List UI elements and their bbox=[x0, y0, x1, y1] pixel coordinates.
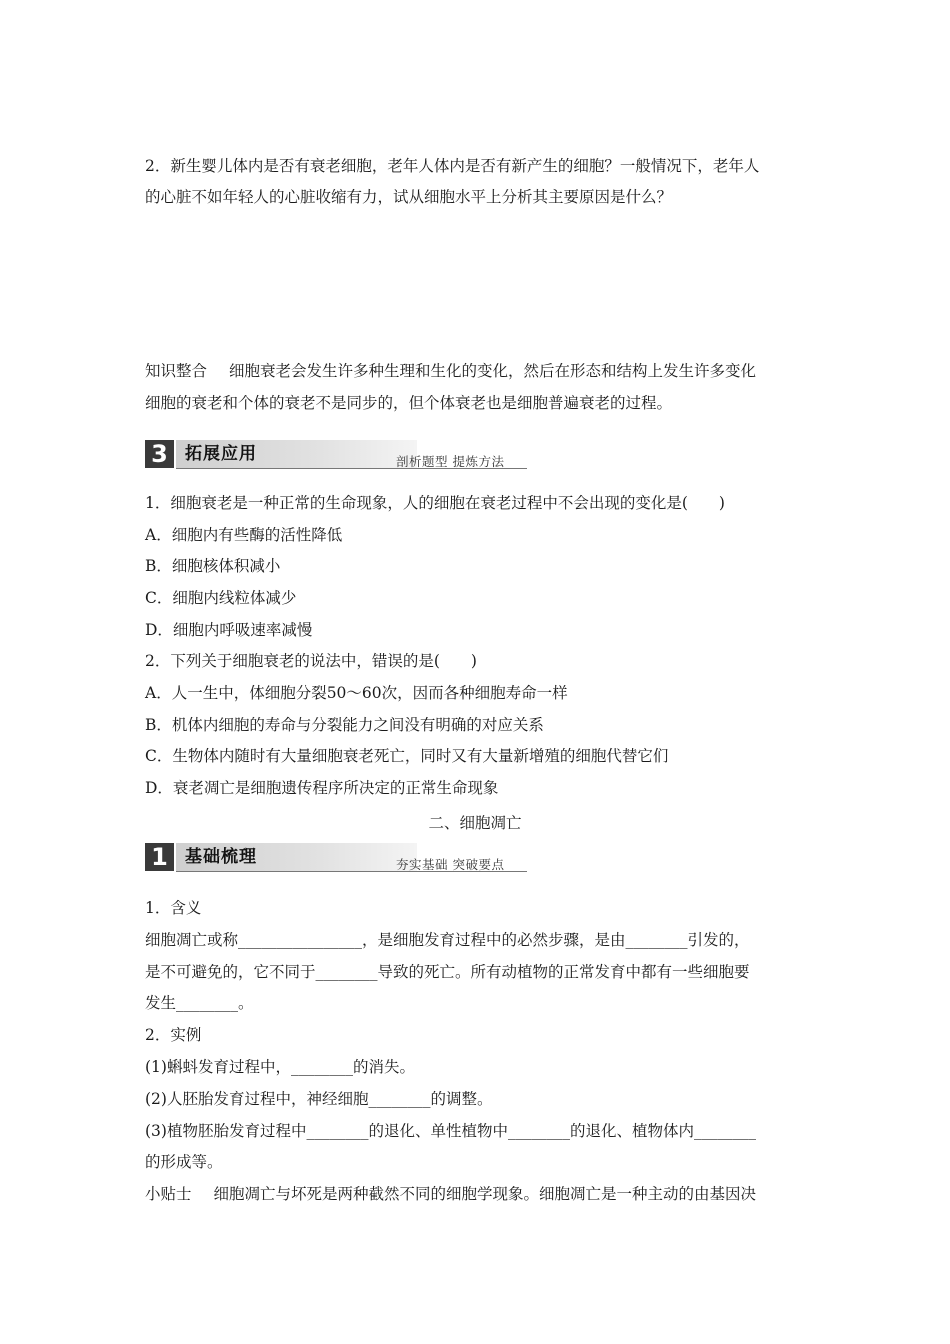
example-item-3: (3)植物胚胎发育过程中________的退化、单性植物中________的退化、植物体内________ bbox=[145, 1122, 756, 1140]
question-2-line-2: 的心脏不如年轻人的心脏收缩有力，试从细胞水平上分析其主要原因是什么？ bbox=[145, 188, 673, 206]
exercise-1-question: 1．细胞衰老是一种正常的生命现象，人的细胞在衰老过程中不会出现的变化是( ) bbox=[145, 494, 725, 512]
meaning-line-1: 细胞凋亡或称________________，是细胞发育过程中的必然步骤，是由________引发的， bbox=[145, 931, 750, 949]
exercise-2-option-a: A．人一生中，体细胞分裂50～60次，因而各种细胞寿命一样 bbox=[145, 684, 568, 702]
section-number: 1 bbox=[145, 843, 174, 871]
example-item-2: (2)人胚胎发育过程中，神经细胞________的调整。 bbox=[145, 1090, 493, 1108]
section-number: 3 bbox=[145, 440, 174, 468]
section-subtitle: 夯实基础 突破要点 bbox=[396, 857, 505, 872]
exercise-2-option-d: D．衰老凋亡是细胞遗传程序所决定的正常生命现象 bbox=[145, 779, 499, 797]
exercise-1-option-a: A．细胞内有些酶的活性降低 bbox=[145, 526, 343, 544]
knowledge-integration-line-1 bbox=[145, 360, 815, 382]
section-subtitle: 剖析题型 提炼方法 bbox=[396, 454, 505, 469]
meaning-heading: 1．含义 bbox=[145, 899, 202, 917]
tip-label: 小贴士 bbox=[145, 1185, 192, 1203]
exercise-2-option-b: B．机体内细胞的寿命与分裂能力之间没有明确的对应关系 bbox=[145, 716, 544, 734]
section-title: 拓展应用 bbox=[185, 444, 257, 464]
meaning-line-2: 是不可避免的，它不同于________导致的死亡。所有动植物的正常发育中都有一些细胞要 bbox=[145, 963, 750, 981]
meaning-line-3: 发生________。 bbox=[145, 994, 254, 1012]
knowledge-integration-text: 细胞衰老会发生许多种生理和生化的变化，然后在形态和结构上发生许多变化 bbox=[229, 362, 757, 380]
section-banner-basics bbox=[145, 843, 527, 873]
section-banner-extension bbox=[145, 440, 527, 470]
tip-text: 细胞凋亡与坏死是两种截然不同的细胞学现象。细胞凋亡是一种主动的由基因决 bbox=[213, 1185, 757, 1203]
part-heading: 二、细胞凋亡 bbox=[428, 814, 522, 832]
example-item-1: (1)蝌蚪发育过程中，________的消失。 bbox=[145, 1058, 415, 1076]
exercise-2-option-c: C．生物体内随时有大量细胞衰老死亡，同时又有大量新增殖的细胞代替它们 bbox=[145, 747, 669, 765]
exercise-1-option-d: D．细胞内呼吸速率减慢 bbox=[145, 621, 313, 639]
exercise-2-question: 2．下列关于细胞衰老的说法中，错误的是( ) bbox=[145, 652, 477, 670]
knowledge-integration-label: 知识整合 bbox=[145, 362, 208, 380]
exercise-1-option-b: B．细胞核体积减小 bbox=[145, 557, 281, 575]
tip-line bbox=[145, 1183, 815, 1205]
knowledge-integration-line-2: 细胞的衰老和个体的衰老不是同步的，但个体衰老也是细胞普遍衰老的过程。 bbox=[145, 394, 673, 412]
examples-heading: 2．实例 bbox=[145, 1026, 202, 1044]
section-title: 基础梳理 bbox=[185, 847, 257, 867]
exercise-1-option-c: C．细胞内线粒体减少 bbox=[145, 589, 297, 607]
example-item-3-continuation: 的形成等。 bbox=[145, 1153, 223, 1171]
question-2-line-1: 2．新生婴儿体内是否有衰老细胞，老年人体内是否有新产生的细胞？一般情况下，老年人 bbox=[145, 157, 760, 175]
